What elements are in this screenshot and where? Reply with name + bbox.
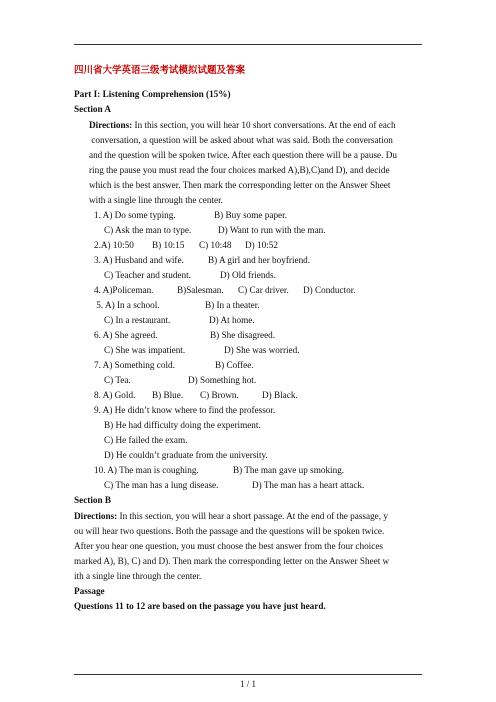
question-10-choice-b: B) The man gave up smoking.: [233, 465, 345, 475]
question-7-choice-d: D) Something hot.: [188, 375, 257, 385]
section-a-heading: Section A: [74, 104, 112, 114]
question-6-choice-a: 6. A) She agreed.: [94, 330, 158, 340]
question-2-choice-c: C) 10:48: [199, 240, 232, 250]
question-2-choice-d: D) 10:52: [245, 240, 278, 250]
question-8-choice-b: B) Blue.: [152, 390, 184, 400]
question-6-choice-c: C) She was impatient.: [104, 345, 186, 355]
question-3-choice-c: C) Teacher and student.: [104, 270, 191, 280]
section-a-directions-line-1: Directions: In this section, you will hear 10 short conversations. At the end of each: [89, 120, 396, 130]
question-4-choice-c: C) Car driver.: [238, 285, 289, 295]
question-10-choice-c: C) The man has a lung disease.: [104, 480, 219, 490]
question-10-choice-a: 10. A) The man is coughing.: [94, 465, 199, 475]
directions-label: Directions:: [74, 511, 118, 521]
footer-rule: [74, 674, 422, 675]
question-9-choice-c: C) He failed the exam.: [104, 435, 188, 445]
document-title: 四川省大学英语三级考试模拟试题及答案: [74, 65, 246, 76]
section-a-directions-line-5: which is the best answer. Then mark the corresponding letter on the Answer Sheet: [89, 180, 391, 190]
question-6-choice-b: B) She disagreed.: [210, 330, 276, 340]
question-7-choice-b: B) Coffee.: [215, 360, 254, 370]
question-9-choice-b: B) He had difficulty doing the experiment.: [104, 420, 261, 430]
part-heading: Part I: Listening Comprehension (15%): [74, 89, 231, 99]
question-8-choice-a: 8. A) Gold.: [94, 390, 136, 400]
question-5-choice-d: D) At home.: [209, 315, 255, 325]
section-a-directions-line-2: conversation, a question will be asked about what was said. Both the conversation: [89, 135, 393, 145]
question-3-choice-d: D) Old friends.: [220, 270, 276, 280]
question-6-choice-d: D) She was worried.: [224, 345, 300, 355]
question-2-choice-a: 2.A) 10:50: [94, 240, 134, 250]
question-7-choice-c: C) Tea.: [104, 375, 131, 385]
section-a-directions-line-3: and the question will be spoken twice. After each question there will be a pause. Du: [89, 150, 397, 160]
question-1-choice-d: D) Want to run with the man.: [218, 225, 326, 235]
question-8-choice-d: D) Black.: [262, 390, 298, 400]
question-9-choice-d: D) He couldn’t graduate from the university.: [104, 450, 268, 460]
section-b-directions-line-2: ou will hear two questions. Both the passage and the questions will be spoken twice.: [74, 526, 385, 536]
question-1-choice-a: 1. A) Do some typing.: [94, 210, 176, 220]
passage-note: Questions 11 to 12 are based on the passage you have just heard.: [74, 601, 326, 611]
directions-label: Directions:: [89, 120, 133, 130]
question-3-choice-a: 3. A) Husband and wife.: [94, 255, 184, 265]
section-b-directions-line-3: After you hear one question, you must choose the best answer from the four choices: [74, 541, 383, 551]
question-3-choice-b: B) A girl and her boyfriend.: [208, 255, 311, 265]
question-4-choice-a: 4. A)Policeman.: [94, 285, 154, 295]
question-10-choice-d: D) The man has a heart attack.: [252, 480, 365, 490]
section-a-directions-line-4: ring the pause you must read the four choices marked A),B),C)and D), and decide: [89, 165, 390, 175]
section-b-directions-line-4: marked A), B), C) and D). Then mark the corresponding letter on the Answer Sheet w: [74, 556, 390, 566]
passage-label: Passage: [74, 586, 105, 596]
question-1-choice-b: B) Buy some paper.: [214, 210, 287, 220]
question-2-choice-b: B) 10:15: [152, 240, 185, 250]
section-b-directions-line-1: Directions: In this section, you will hear a short passage. At the end of the passage, y: [74, 511, 388, 521]
question-7-choice-a: 7. A) Something cold.: [94, 360, 175, 370]
section-b-heading: Section B: [74, 495, 112, 505]
page-number: 1 / 1: [239, 679, 256, 689]
question-4-choice-d: D) Conductor.: [303, 285, 356, 295]
section-b-directions-line-5: ith a single line through the center.: [74, 571, 202, 581]
question-4-choice-b: B)Salesman.: [177, 285, 224, 295]
section-a-directions-line-6: with a single line through the center.: [89, 195, 223, 205]
question-8-choice-c: C) Brown.: [200, 390, 239, 400]
question-1-choice-c: C) Ask the man to type.: [104, 225, 192, 235]
question-9-choice-a: 9. A) He didn’t know where to find the professor.: [94, 405, 276, 415]
question-5-choice-c: C) In a restaurant.: [104, 315, 171, 325]
question-5-choice-a: 5. A) In a school.: [94, 300, 160, 310]
header-rule: [74, 44, 422, 45]
question-5-choice-b: B) In a theater.: [205, 300, 260, 310]
